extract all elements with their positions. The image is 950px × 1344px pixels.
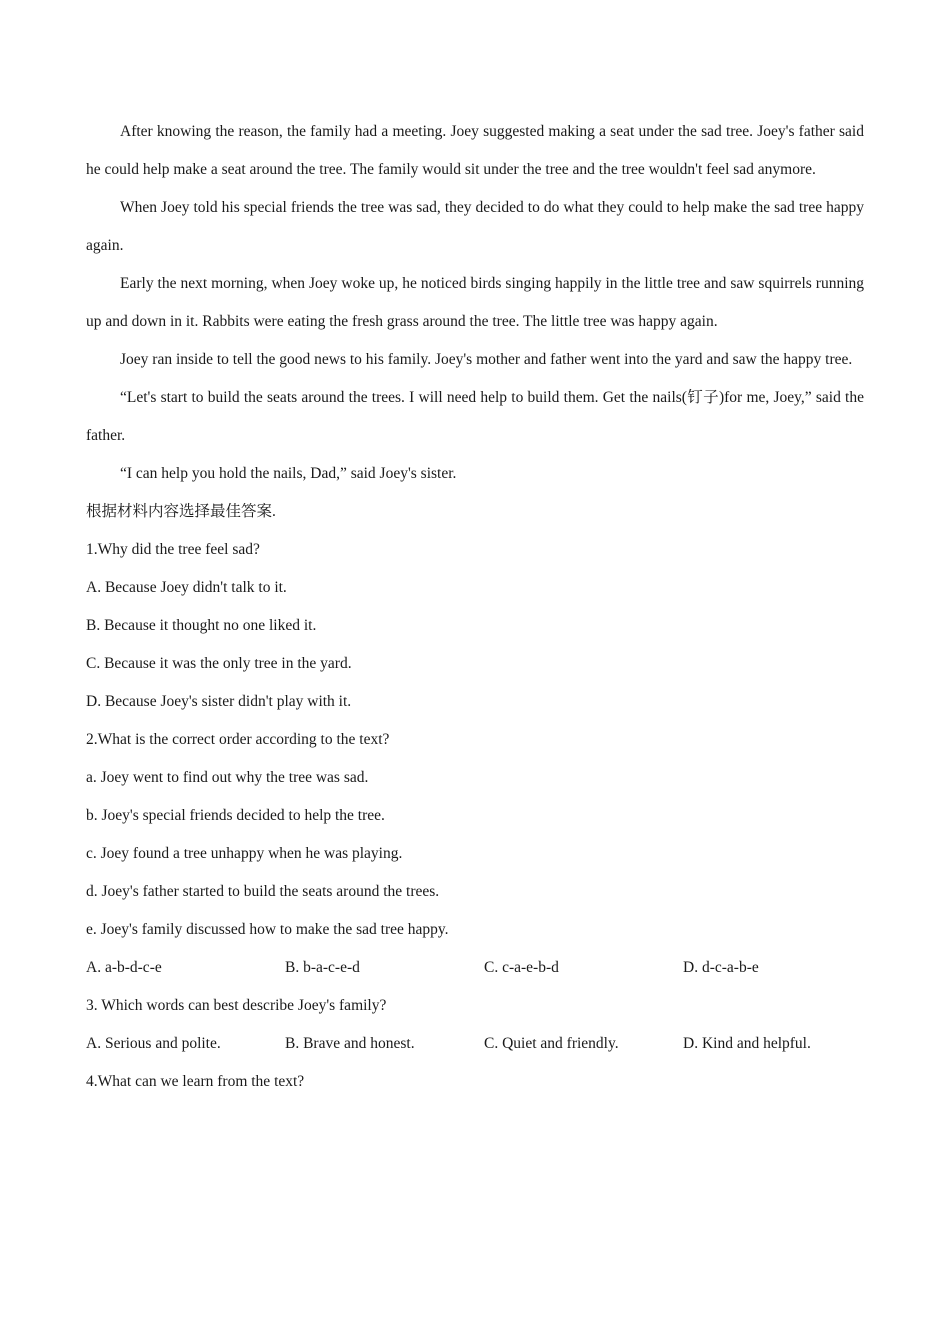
q2-options-row [86, 949, 864, 987]
q3-options-row [86, 1025, 864, 1063]
q3-option-b: B. Brave and honest. [285, 1035, 415, 1052]
q2-event-e: e. Joey's family discussed how to make the sad tree happy. [86, 921, 449, 938]
q3-option-c: C. Quiet and friendly. [484, 1035, 619, 1052]
instruction: 根据材料内容选择最佳答案. [86, 503, 276, 520]
q2-event-d: d. Joey's father started to build the seats around the trees. [86, 883, 440, 900]
q2-event-b: b. Joey's special friends decided to help the tree. [86, 807, 385, 824]
document-page [86, 113, 864, 1101]
q2-event-a: a. Joey went to find out why the tree was sad. [86, 769, 369, 786]
q2-option-a: A. a-b-d-c-e [86, 959, 162, 976]
q2-event-c: c. Joey found a tree unhappy when he was playing. [86, 845, 403, 862]
question-1: 1.Why did the tree feel sad? [86, 541, 260, 558]
q1-option-b: B. Because it thought no one liked it. [86, 617, 317, 634]
q2-option-c: C. c-a-e-b-d [484, 959, 559, 976]
question-2: 2.What is the correct order according to the text? [86, 731, 390, 748]
passage-paragraph: After knowing the reason, the family had a meeting. Joey suggested making a seat under the sad tree. Joey's father said he could help make a seat around the tree. The family would sit under the tree and the tree wouldn't feel sad anymore. [86, 123, 864, 178]
q1-option-c: C. Because it was the only tree in the yard. [86, 655, 352, 672]
q2-option-d: D. d-c-a-b-e [683, 959, 759, 976]
q1-option-a: A. Because Joey didn't talk to it. [86, 579, 287, 596]
question-3: 3. Which words can best describe Joey's family? [86, 997, 387, 1014]
passage-paragraph: “Let's start to build the seats around the trees. I will need help to build them. Get the nails(钉子)for me, Joey,” said the father. [86, 389, 864, 444]
q2-option-b: B. b-a-c-e-d [285, 959, 360, 976]
passage-paragraph: Early the next morning, when Joey woke up, he noticed birds singing happily in the little tree and saw squirrels running up and down in it. Rabbits were eating the fresh grass around the tree. The little tree was happy again. [86, 275, 864, 330]
q3-option-d: D. Kind and helpful. [683, 1035, 811, 1052]
q3-option-a: A. Serious and polite. [86, 1035, 221, 1052]
question-4: 4.What can we learn from the text? [86, 1073, 305, 1090]
passage-paragraph: When Joey told his special friends the tree was sad, they decided to do what they could to help make the sad tree happy again. [86, 199, 864, 254]
passage-paragraph: “I can help you hold the nails, Dad,” said Joey's sister. [120, 465, 457, 482]
q1-option-d: D. Because Joey's sister didn't play with it. [86, 693, 352, 710]
passage-paragraph: Joey ran inside to tell the good news to his family. Joey's mother and father went into the yard and saw the happy tree. [120, 351, 853, 368]
